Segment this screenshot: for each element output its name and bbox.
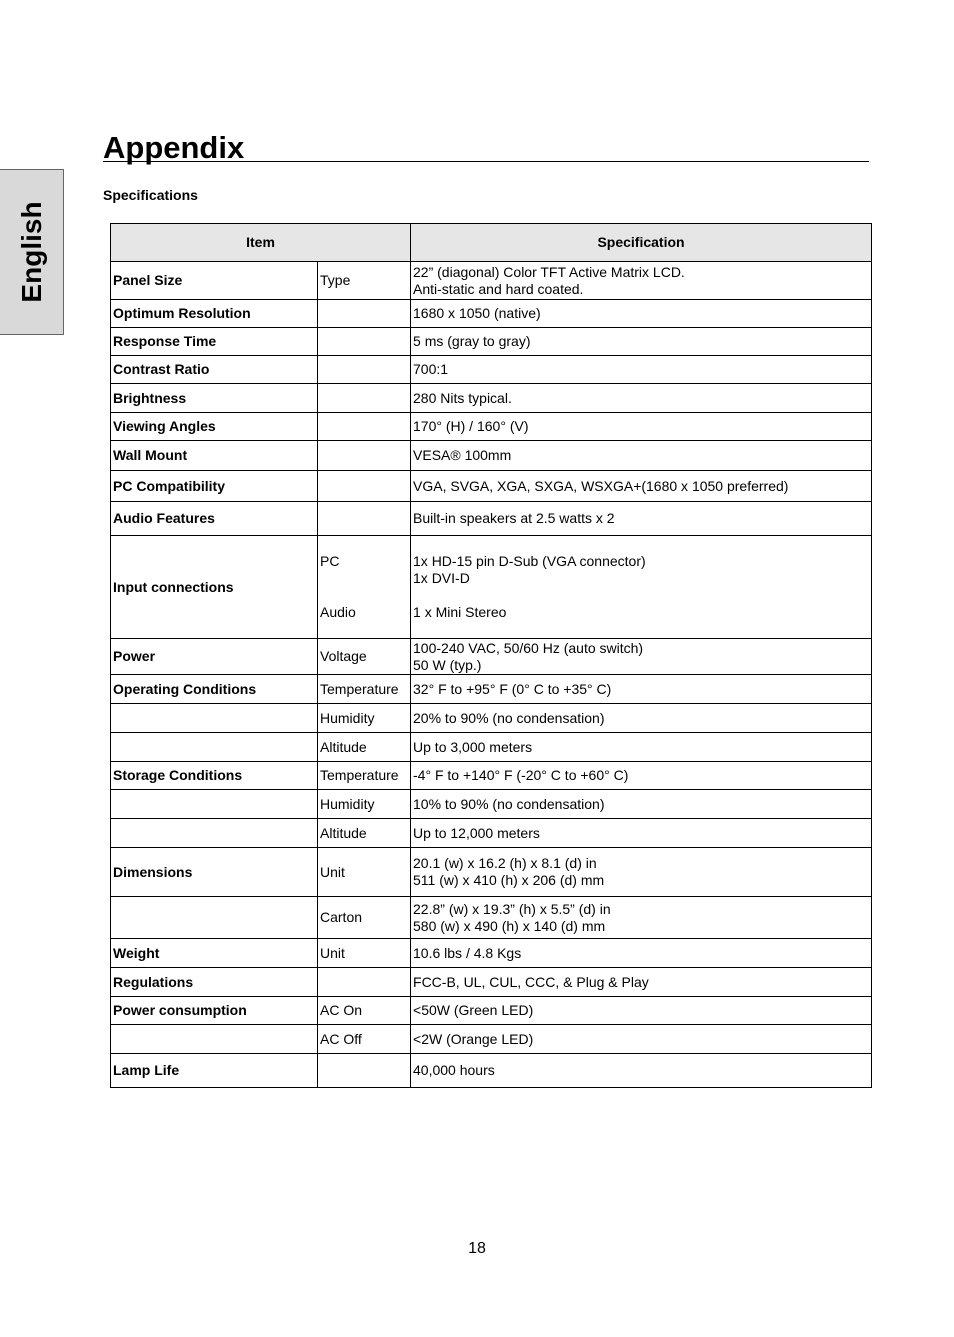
spec-subitem-cell [318,939,411,968]
spec-item-cell [111,536,318,639]
spec-subitem-cell-text: Temperature [320,767,399,783]
spec-value-cell [411,997,872,1025]
spec-value-cell [411,1025,872,1054]
spec-subitem-cell [318,997,411,1025]
spec-subitem-cell-text: Voltage [320,648,367,664]
spec-subitem-cell-text: PC Audio [320,553,356,620]
table-header-row [111,224,872,262]
spec-item-cell [111,502,318,536]
spec-subitem-cell [318,675,411,704]
spec-value-cell-text: VGA, SVGA, XGA, SXGA, WSXGA+(1680 x 1050 preferred) [413,477,789,494]
specifications-table [110,223,872,1088]
spec-item-cell [111,997,318,1025]
spec-value-cell-text: 170° (H) / 160° (V) [413,418,529,434]
spec-item-cell-text: Wall Mount [113,447,188,463]
spec-item-cell-text: Optimum Resolution [113,305,251,321]
spec-value-cell-text: VESA® 100mm [413,447,512,463]
table-row [111,762,872,790]
spec-value-cell [411,675,872,704]
spec-value-cell [411,819,872,848]
spec-item-cell [111,639,318,675]
spec-item-cell [111,762,318,790]
spec-subitem-cell [318,262,411,300]
spec-subitem-cell-text: Altitude [320,824,367,841]
spec-item-cell-text: PC Compatibility [113,477,226,494]
spec-value-cell-text: 700:1 [413,361,449,377]
spec-value-cell [411,502,872,536]
spec-value-cell-text: Up to 12,000 meters [413,824,540,841]
spec-value-cell [411,939,872,968]
spec-item-cell [111,733,318,762]
spec-item-cell-text: Input connections [113,578,234,595]
spec-value-cell [411,441,872,471]
spec-item-cell [111,413,318,441]
spec-item-cell [111,1025,318,1054]
spec-subitem-cell [318,536,411,639]
spec-value-cell-text: <50W (Green LED) [413,1002,534,1018]
table-row [111,300,872,328]
spec-item-cell-text: Panel Size [113,272,183,288]
spec-subitem-cell-text: Humidity [320,795,375,812]
spec-item-cell [111,328,318,356]
spec-subitem-cell-text: AC On [320,1002,363,1018]
specifications-body [111,262,872,1088]
spec-value-cell [411,762,872,790]
table-row [111,968,872,997]
spec-value-cell [411,300,872,328]
spec-item-cell [111,1054,318,1088]
spec-item-cell-text: Power [113,648,156,664]
spec-item-cell-text: Response Time [113,333,217,349]
spec-item-cell-text: Lamp Life [113,1062,180,1078]
spec-item-cell-text: Regulations [113,973,194,990]
table-row [111,262,872,300]
header-item: Item [111,224,411,262]
spec-value-cell [411,848,872,897]
spec-subitem-cell [318,639,411,675]
spec-value-cell-text: 1680 x 1050 (native) [413,305,541,321]
header-specification: Specification [411,224,872,262]
spec-value-cell [411,968,872,997]
table-row [111,704,872,733]
spec-value-cell [411,704,872,733]
spec-subitem-cell-text: Humidity [320,709,375,726]
spec-subitem-cell [318,897,411,939]
spec-subitem-cell [318,1054,411,1088]
spec-subitem-cell [318,819,411,848]
spec-subitem-cell [318,471,411,502]
table-row [111,502,872,536]
spec-subitem-cell-text: Type [320,272,351,288]
spec-subitem-cell [318,356,411,384]
spec-value-cell-text: 10.6 lbs / 4.8 Kgs [413,944,522,961]
spec-value-cell-text: 20.1 (w) x 16.2 (h) x 8.1 (d) in 511 (w) x 410 (h) x 206 (d) mm [413,855,605,888]
language-tab [0,169,64,335]
spec-value-cell-text: 22” (diagonal) Color TFT Active Matrix LCD. Anti-static and hard coated. [413,263,685,297]
spec-value-cell [411,897,872,939]
spec-item-cell [111,704,318,733]
spec-subitem-cell [318,502,411,536]
spec-value-cell-text: 22.8” (w) x 19.3” (h) x 5.5” (d) in 580 (w) x 490 (h) x 140 (d) mm [413,900,611,934]
spec-subitem-cell [318,733,411,762]
spec-value-cell [411,790,872,819]
spec-item-cell [111,300,318,328]
spec-subitem-cell [318,300,411,328]
spec-value-cell-text: <2W (Orange LED) [413,1030,534,1047]
table-row [111,790,872,819]
table-row [111,733,872,762]
spec-item-cell-text: Weight [113,944,160,961]
table-row [111,471,872,502]
spec-subitem-cell [318,1025,411,1054]
spec-value-cell [411,536,872,639]
spec-item-cell [111,384,318,413]
table-row [111,328,872,356]
table-row [111,939,872,968]
spec-value-cell-text: 20% to 90% (no condensation) [413,709,605,726]
spec-subitem-cell-text: Carton [320,909,363,925]
spec-subitem-cell [318,441,411,471]
language-tab-label: English [15,201,47,303]
spec-value-cell [411,356,872,384]
table-row [111,897,872,939]
spec-subitem-cell-text: Temperature [320,680,399,697]
table-row [111,356,872,384]
spec-value-cell [411,384,872,413]
table-row [111,384,872,413]
spec-value-cell-text: -4° F to +140° F (-20° C to +60° C) [413,767,629,783]
page-number: 18 [468,1240,486,1257]
spec-value-cell-text: 100-240 VAC, 50/60 Hz (auto switch) 50 W (typ.) [413,639,644,673]
title-underline [103,161,869,162]
table-row [111,997,872,1025]
spec-item-cell [111,675,318,704]
spec-subitem-cell-text: Unit [320,863,345,880]
spec-value-cell-text: 40,000 hours [413,1062,495,1078]
table-row [111,675,872,704]
spec-item-cell [111,939,318,968]
spec-item-cell-text: Brightness [113,389,187,406]
spec-subitem-cell [318,384,411,413]
spec-value-cell [411,413,872,441]
spec-value-cell-text: Up to 3,000 meters [413,738,533,755]
table-row [111,1054,872,1088]
spec-item-cell [111,897,318,939]
spec-item-cell [111,790,318,819]
table-row [111,536,872,639]
spec-value-cell-text: 280 Nits typical. [413,389,512,406]
table-row [111,639,872,675]
spec-subitem-cell-text: Altitude [320,738,367,755]
spec-value-cell-text: Built-in speakers at 2.5 watts x 2 [413,510,615,526]
spec-item-cell-text: Contrast Ratio [113,361,210,377]
spec-value-cell [411,733,872,762]
spec-subitem-cell-text: AC Off [320,1030,362,1047]
table-row [111,848,872,897]
spec-item-cell [111,262,318,300]
spec-value-cell-text: FCC-B, UL, CUL, CCC, & Plug & Play [413,973,649,990]
table-row [111,441,872,471]
spec-subitem-cell [318,848,411,897]
spec-value-cell [411,471,872,502]
spec-value-cell-text: 5 ms (gray to gray) [413,333,531,349]
spec-subitem-cell [318,413,411,441]
spec-subitem-cell-text: Unit [320,944,345,961]
spec-item-cell [111,968,318,997]
spec-item-cell [111,441,318,471]
spec-item-cell-text: Audio Features [113,510,215,526]
spec-subitem-cell [318,762,411,790]
spec-item-cell [111,471,318,502]
spec-value-cell [411,262,872,300]
page-title: Appendix [103,130,245,165]
spec-item-cell [111,848,318,897]
spec-value-cell [411,328,872,356]
spec-item-cell [111,819,318,848]
spec-item-cell-text: Storage Conditions [113,767,243,783]
table-row [111,819,872,848]
spec-item-cell-text: Power consumption [113,1002,247,1018]
spec-subitem-cell [318,968,411,997]
spec-value-cell-text: 1x HD-15 pin D-Sub (VGA connector) 1x DVI-D 1 x Mini Stereo [413,553,646,620]
spec-value-cell [411,639,872,675]
spec-item-cell-text: Operating Conditions [113,680,257,697]
table-row [111,413,872,441]
spec-item-cell [111,356,318,384]
spec-value-cell-text: 10% to 90% (no condensation) [413,795,605,812]
spec-subitem-cell [318,328,411,356]
spec-subitem-cell [318,704,411,733]
spec-item-cell-text: Dimensions [113,863,193,880]
spec-item-cell-text: Viewing Angles [113,418,216,434]
spec-subitem-cell [318,790,411,819]
section-heading: Specifications [103,187,198,203]
spec-value-cell-text: 32° F to +95° F (0° C to +35° C) [413,680,612,697]
spec-value-cell [411,1054,872,1088]
table-row [111,1025,872,1054]
